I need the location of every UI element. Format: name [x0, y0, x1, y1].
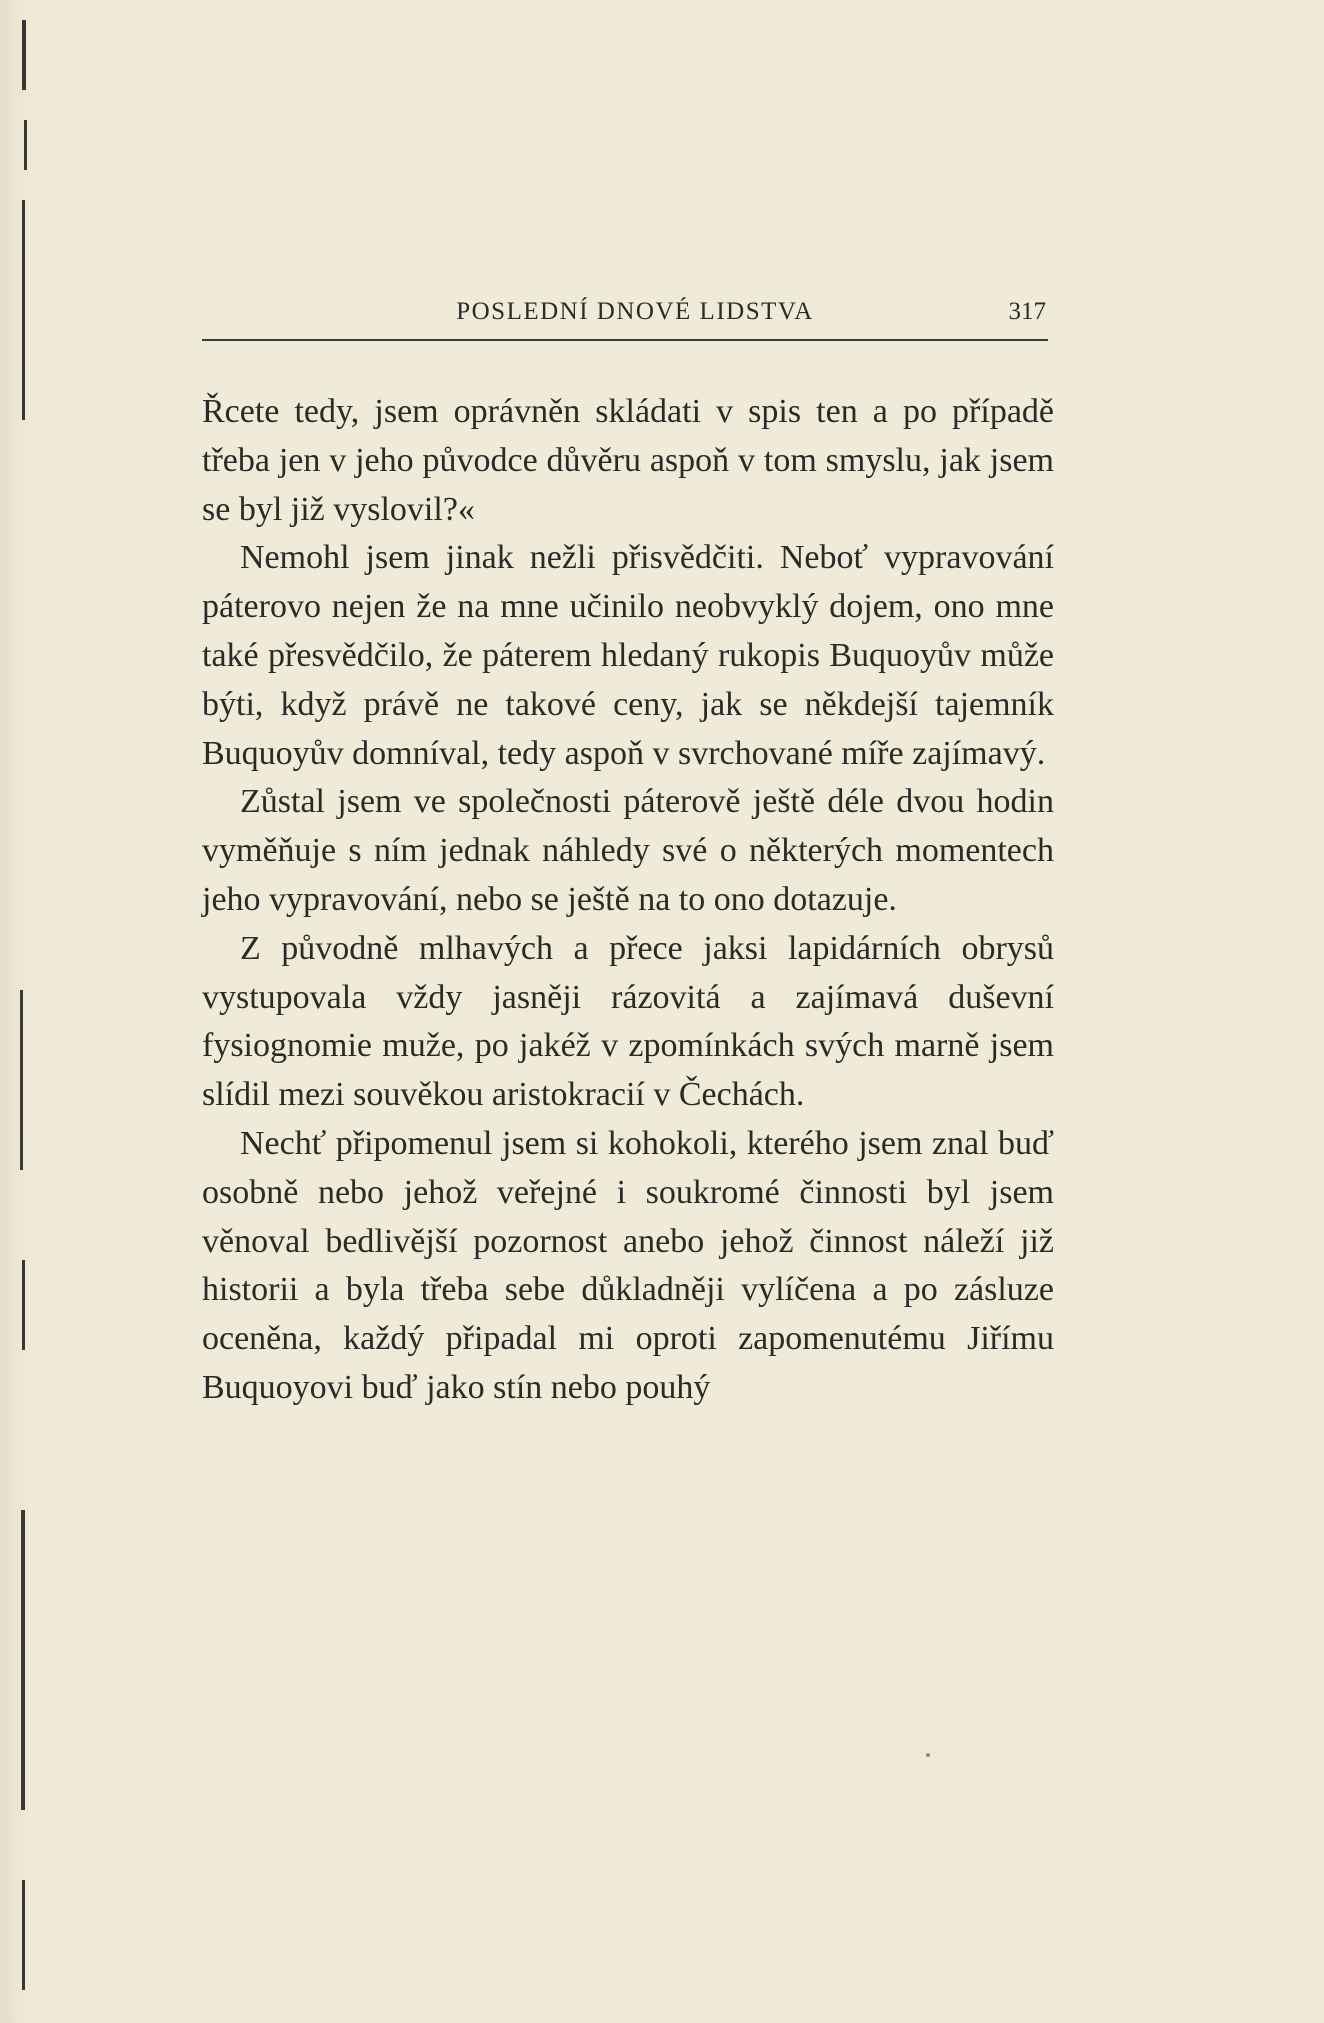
binding-edge: [0, 0, 34, 2023]
binding-mark: [22, 20, 26, 90]
binding-mark: [20, 990, 23, 1170]
header-rule: [202, 339, 1048, 341]
paper-speck: [926, 1753, 930, 1757]
paragraph: Řcete tedy, jsem oprávněn skládati v spis ten a po případě třeba jen v jeho původce důvěru aspoň v tom smyslu, jak jsem se byl již vyslovil?«: [202, 393, 1054, 528]
binding-mark: [21, 1510, 25, 1810]
paragraph: Zůstal jsem ve společnosti páterově ještě déle dvou hodin vyměňuje s ním jednak náhledy své o některých momentech jeho vypravování, nebo se ještě na to ono dotazuje.: [202, 783, 1054, 918]
body-text: [202, 388, 1054, 1413]
binding-mark: [22, 200, 25, 420]
running-title: POSLEDNÍ DNOVÉ LIDSTVA: [456, 298, 814, 325]
page-number: 317: [1008, 298, 1046, 325]
page-header: [202, 298, 1048, 342]
paragraph: Nechť připomenul jsem si kohokoli, kterého jsem znal buď osobně nebo jehož veřejné i soukromé činnosti byl jsem věnoval bedlivější pozornost anebo jehož činnost náleží již historii a byla třeba sebe důkladněji vylíčena a po zásluze oceněna, každý připadal mi oproti zapomenutému Jiřímu Buquoyovi buď jako stín nebo pouhý: [202, 1124, 1054, 1406]
paragraph: Z původně mlhavých a přece jaksi lapidárních obrysů vystupovala vždy jasněji rázovitá a zajímavá duševní fysiognomie muže, po jakéž v zpomínkách svých marně jsem slídil mezi souvěkou aristokracií v Čechách.: [202, 929, 1054, 1114]
paragraph: Nemohl jsem jinak nežli přisvědčiti. Neboť vypravování páterovo nejen že na mne učinilo neobvyklý dojem, ono mne také přesvědčilo, že páterem hledaný rukopis Buquoyův může býti, když právě ne takové ceny, jak se někdejší tajemník Buquoyův domníval, tedy aspoň v svrchované míře zajímavý.: [202, 539, 1054, 772]
binding-mark: [24, 120, 27, 170]
binding-mark: [22, 1260, 25, 1350]
binding-mark: [22, 1880, 25, 1990]
